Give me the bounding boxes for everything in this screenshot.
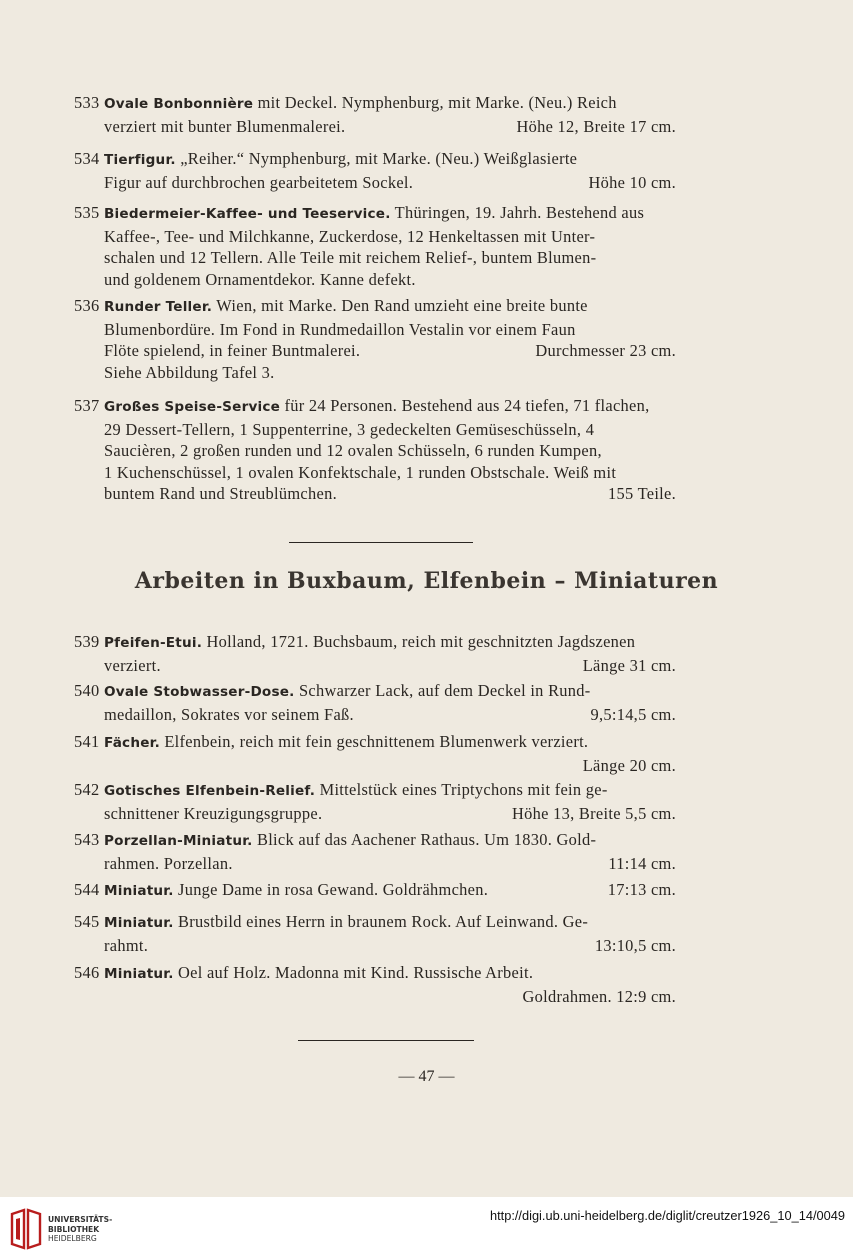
- entry-dimension: 155 Teile.: [607, 484, 676, 503]
- entry-first-line-text: [74, 879, 608, 903]
- divider-rule-1: [289, 542, 473, 543]
- entry-dimension: 17:13 cm.: [607, 880, 676, 899]
- entry-first-line: [74, 395, 676, 419]
- entry-text: Thüringen, 19. Jahrh. Bestehend aus: [394, 203, 645, 222]
- catalog-entry: [74, 295, 676, 383]
- entry-number: 541: [74, 732, 100, 751]
- entry-title: Miniatur.: [104, 883, 174, 899]
- entry-text: medaillon, Sokrates vor seinem Faß.: [104, 704, 354, 724]
- university-library-logo-icon: [8, 1206, 44, 1252]
- divider-rule-2: [298, 1040, 474, 1041]
- entry-first-line-text: [74, 962, 676, 986]
- entry-number: 540: [74, 681, 100, 700]
- entry-text: verziert mit bunter Blumenmalerei.: [104, 116, 346, 136]
- entry-first-line-text: [74, 92, 676, 116]
- entry-dimension: Höhe 10 cm.: [588, 172, 676, 192]
- entry-first-line-text: [74, 202, 676, 226]
- entry-text: [104, 986, 523, 1008]
- entry-first-line: [74, 779, 676, 803]
- entry-text: schnittener Kreuzigungsgruppe.: [104, 803, 323, 823]
- entry-first-line: [74, 962, 676, 986]
- entry-line: 1 Kuchenschüssel, 1 ovalen Konfektschale, 1 runden Obstschale. Weiß mit: [104, 462, 617, 482]
- entry-title: Miniatur.: [104, 915, 174, 931]
- entry-dimension: 9,5:14,5 cm.: [590, 704, 676, 724]
- entry-number: 535: [74, 203, 100, 222]
- catalog-entry: [74, 148, 676, 193]
- entry-text: Figur auf durchbrochen gearbeitetem Sockel.: [104, 172, 414, 192]
- entry-number: 546: [74, 963, 100, 982]
- entry-text: rahmen. Porzellan.: [104, 853, 233, 873]
- entry-dimension: Länge 20 cm.: [582, 755, 676, 775]
- entry-dimension: Durchmesser 23 cm.: [535, 341, 676, 360]
- catalog-entry: [74, 202, 676, 290]
- entry-text: Junge Dame in rosa Gewand. Goldrähmchen.: [178, 880, 489, 899]
- entry-text: Mittelstück eines Triptychons mit fein ge-: [319, 780, 608, 799]
- entry-title: Porzellan-Miniatur.: [104, 833, 253, 849]
- entry-line: Blumenbordüre. Im Fond in Rundmedaillon Vestalin vor einem Faun: [104, 319, 576, 339]
- entry-title: Runder Teller.: [104, 299, 213, 315]
- entry-text: Oel auf Holz. Madonna mit Kind. Russische Arbeit.: [178, 963, 534, 982]
- catalog-entry: [74, 731, 676, 776]
- entry-first-line-text: [74, 631, 676, 655]
- entry-text: Schwarzer Lack, auf dem Deckel in Rund-: [298, 681, 591, 700]
- entry-last-line: [74, 483, 676, 505]
- entry-first-line: [74, 202, 676, 226]
- entry-title: Ovale Stobwasser-Dose.: [104, 684, 295, 700]
- catalog-entry: [74, 631, 676, 676]
- entry-title: Fächer.: [104, 735, 160, 751]
- page-number: — 47 —: [398, 1068, 455, 1085]
- entry-title: Biedermeier-Kaffee- und Teeservice.: [104, 206, 391, 222]
- entry-text: Elfenbein, reich mit fein geschnittenem Blumenwerk verziert.: [164, 732, 589, 751]
- entry-text: verziert.: [104, 655, 161, 675]
- catalog-entry: [74, 879, 676, 903]
- source-url-link[interactable]: http://digi.ub.uni-heidelberg.de/diglit/creutzer1926_10_14/0049: [489, 1208, 845, 1223]
- entry-last-line: [74, 803, 676, 825]
- entry-line: 29 Dessert-Tellern, 1 Suppenterrine, 3 gedeckelten Gemüseschüsseln, 4: [104, 419, 595, 439]
- entry-text: Wien, mit Marke. Den Rand umzieht eine breite bunte: [216, 296, 588, 315]
- entry-number: 537: [74, 396, 100, 415]
- entry-line: Saucièren, 2 großen runden und 12 ovalen Schüsseln, 6 runden Kumpen,: [104, 441, 602, 460]
- entry-first-line: [74, 829, 676, 853]
- entry-last-line: [74, 935, 676, 957]
- entry-dimension: 13:10,5 cm.: [594, 935, 676, 955]
- entry-title: Gotisches Elfenbein-Relief.: [104, 783, 316, 799]
- entry-first-line: [74, 911, 676, 935]
- catalog-entry: [74, 92, 676, 137]
- entry-title: Tierfigur.: [104, 152, 176, 168]
- entry-text: Flöte spielend, in feiner Buntmalerei.: [104, 341, 361, 360]
- entry-last-line: [74, 853, 676, 875]
- section-heading: Arbeiten in Buxbaum, Elfenbein – Miniaturen: [134, 568, 719, 594]
- entry-number: 536: [74, 296, 100, 315]
- entry-last-line: [74, 340, 676, 362]
- entry-last-line: [74, 704, 676, 726]
- entry-last-line: [74, 172, 676, 194]
- entry-first-line-text: [74, 148, 676, 172]
- entry-first-line: [74, 731, 676, 755]
- entry-text: rahmt.: [104, 935, 149, 955]
- entry-last-line: [74, 655, 676, 677]
- entry-last-line: [74, 755, 676, 777]
- catalog-entry: [74, 962, 676, 1007]
- entry-note: Siehe Abbildung Tafel 3.: [104, 362, 275, 382]
- entry-title: Ovale Bonbonnière: [104, 96, 254, 112]
- entry-title: Pfeifen-Etui.: [104, 635, 203, 651]
- entry-number: 544: [74, 880, 100, 899]
- entry-first-line-text: [74, 779, 676, 803]
- library-name: UNIVERSITÄTS- BIBLIOTHEK HEIDELBERG: [48, 1215, 113, 1244]
- entry-line: schalen und 12 Tellern. Alle Teile mit reichem Relief-, buntem Blumen-: [104, 248, 597, 267]
- entry-text: für 24 Personen. Bestehend aus 24 tiefen, 71 flachen,: [284, 396, 650, 415]
- entry-last-line: [74, 116, 676, 138]
- entry-text: Holland, 1721. Buchsbaum, reich mit geschnitzten Jagdszenen: [206, 632, 636, 651]
- entry-number: 533: [74, 93, 100, 112]
- entry-title: Großes Speise-Service: [104, 399, 281, 415]
- catalog-entry: [74, 779, 676, 824]
- entry-line: Kaffee-, Tee- und Milchkanne, Zuckerdose, 12 Henkeltassen mit Unter-: [104, 226, 596, 246]
- entry-dimension: Höhe 12, Breite 17 cm.: [516, 116, 676, 136]
- entry-first-line: [74, 631, 676, 655]
- entry-first-line: [74, 879, 676, 903]
- entry-first-line-text: [74, 731, 676, 755]
- entry-text: mit Deckel. Nymphenburg, mit Marke. (Neu.) Reich: [257, 93, 617, 112]
- entry-first-line-text: [74, 680, 676, 704]
- entry-first-line: [74, 92, 676, 116]
- entry-text: buntem Rand und Streublümchen.: [104, 484, 337, 503]
- entry-number: 545: [74, 912, 100, 931]
- catalog-entry: [74, 395, 676, 505]
- entry-number: 543: [74, 830, 100, 849]
- entry-first-line-text: [74, 911, 676, 935]
- footer-bar: [0, 1197, 855, 1259]
- entry-last-line: [74, 269, 676, 291]
- entry-first-line-text: [74, 395, 676, 419]
- entry-text: und goldenem Ornamentdekor. Kanne defekt.: [104, 269, 416, 289]
- entry-first-line: [74, 680, 676, 704]
- catalog-entry: [74, 680, 676, 725]
- entry-dimension: Goldrahmen. 12:9 cm.: [522, 986, 676, 1006]
- entry-title: Miniatur.: [104, 966, 174, 982]
- catalog-entry: [74, 911, 676, 956]
- catalog-entry: [74, 829, 676, 874]
- entry-dimension: Höhe 13, Breite 5,5 cm.: [512, 803, 676, 823]
- entry-first-line-text: [74, 295, 676, 319]
- entry-first-line-text: [74, 829, 676, 853]
- entry-dimension: Länge 31 cm.: [582, 655, 676, 675]
- entry-text: Blick auf das Aachener Rathaus. Um 1830. Gold-: [256, 830, 597, 849]
- entry-first-line: [74, 148, 676, 172]
- entry-first-line: [74, 295, 676, 319]
- entry-dimension: 11:14 cm.: [608, 853, 676, 873]
- entry-text: Brustbild eines Herrn in braunem Rock. Auf Leinwand. Ge-: [178, 912, 589, 931]
- entry-text: „Reiher.“ Nymphenburg, mit Marke. (Neu.) Weißglasierte: [180, 149, 578, 168]
- entry-number: 542: [74, 780, 100, 799]
- entry-number: 534: [74, 149, 100, 168]
- entry-last-line: [74, 986, 676, 1008]
- entry-number: 539: [74, 632, 100, 651]
- entry-text: [104, 755, 583, 777]
